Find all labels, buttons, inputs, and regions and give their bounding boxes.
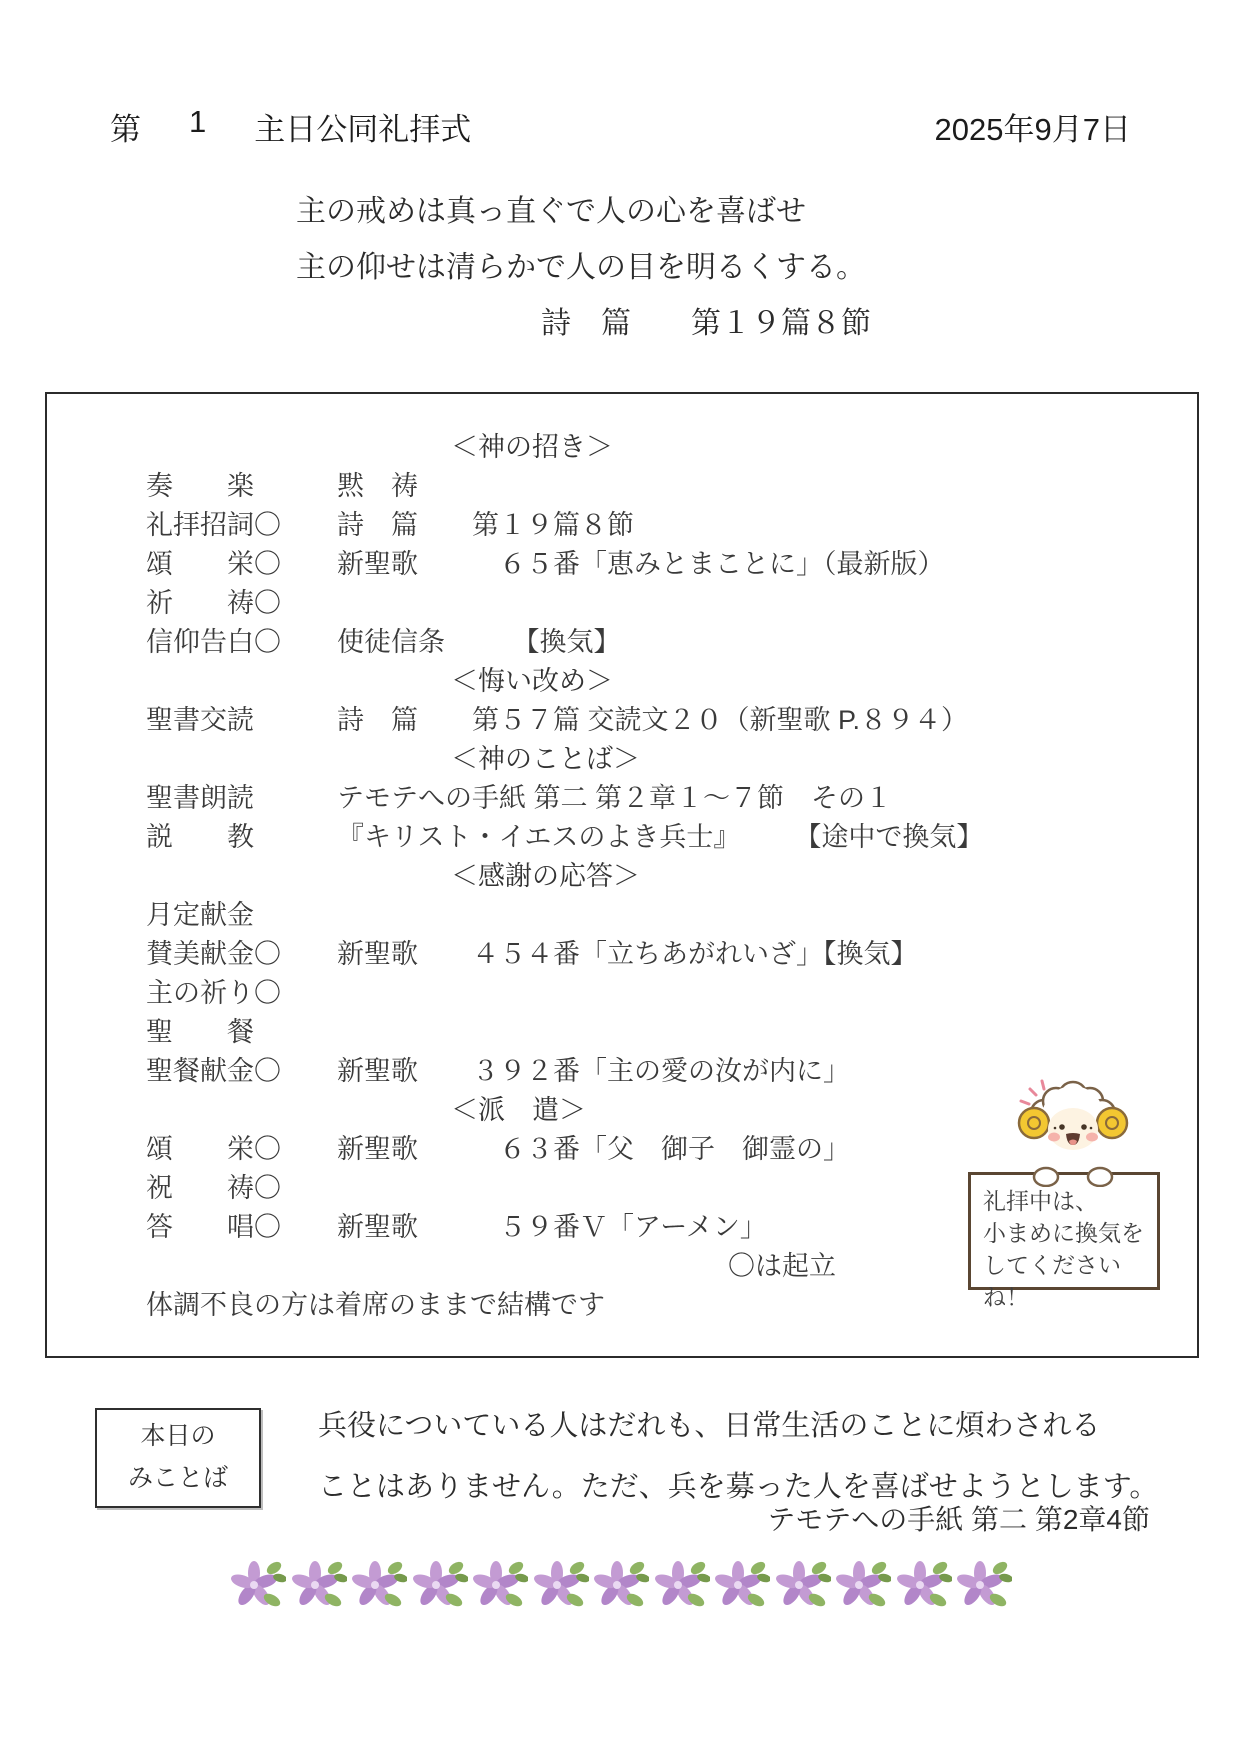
- program-line: [146, 779, 1183, 818]
- program-item-label: 聖書朗読: [146, 783, 254, 813]
- program-section-heading: ＜感謝の応答＞: [451, 861, 640, 891]
- flower-icon: [289, 1556, 347, 1614]
- todays-word-line-2: ことはありません。ただ、兵を募った人を喜ばせようとします。: [318, 1471, 1159, 1503]
- program-section-heading: ＜派 遣＞: [451, 1095, 586, 1125]
- program-item-label: 頌 栄〇: [146, 1134, 281, 1164]
- program-section-heading: ＜悔い改め＞: [451, 666, 613, 696]
- program-item-label: 祝 祷〇: [146, 1173, 281, 1203]
- scripture-line-1: 主の戒めは真っ直ぐで人の心を喜ばせ: [296, 195, 806, 228]
- program-item-label: 月定献金: [146, 900, 254, 930]
- flower-icon: [773, 1556, 831, 1614]
- program-line: [146, 545, 1183, 584]
- flower-icon: [712, 1556, 770, 1614]
- ventilation-sign-line-3: してくださいね！: [983, 1252, 1121, 1310]
- todays-word-label-box: [95, 1408, 261, 1508]
- ventilation-sign: [968, 1172, 1160, 1310]
- program-line: [146, 506, 1183, 545]
- program-item-label: 祈 祷〇: [146, 588, 281, 618]
- program-item-label: 賛美献金〇: [146, 939, 281, 969]
- flower-icon: [470, 1556, 528, 1614]
- program-item-body: テモテへの手紙 第二 第２章１～７節 その１: [337, 783, 893, 813]
- program-line: [146, 935, 1183, 974]
- program-item-label: 信仰告白〇: [146, 627, 281, 657]
- flower-icon: [410, 1556, 468, 1614]
- program-item-label: 頌 栄〇: [146, 549, 281, 579]
- flower-icon: [833, 1556, 891, 1614]
- program-line: [146, 623, 1183, 662]
- program-item-label: 礼拝招詞〇: [146, 510, 281, 540]
- flower-icon: [349, 1556, 407, 1614]
- todays-word-line-1: 兵役についている人はだれも、日常生活のことに煩わされる: [318, 1410, 1101, 1442]
- todays-word-reference: テモテへの手紙 第二 第2章4節: [767, 1504, 1150, 1535]
- program-item-body: 使徒信条 【換気】: [337, 627, 621, 657]
- program-line: 体調不良の方は着席のままで結構です: [146, 1290, 605, 1320]
- program-item-label: 奏 楽: [146, 471, 254, 501]
- program-item-body: 新聖歌 ５９番Ｖ「アーメン」: [337, 1212, 767, 1242]
- flower-icon: [531, 1556, 589, 1614]
- program-item-label: 聖 餐: [146, 1017, 254, 1047]
- program-section-heading: ＜神のことば＞: [451, 744, 640, 774]
- program-line: [146, 1013, 1183, 1052]
- scripture-line-2: 主の仰せは清らかで人の目を明るくする。: [296, 251, 866, 284]
- program-line: [146, 896, 1183, 935]
- flower-icon: [591, 1556, 649, 1614]
- program-line: [146, 701, 1183, 740]
- program-line: [146, 467, 1183, 506]
- program-item-label: 聖餐献金〇: [146, 1056, 281, 1086]
- program-item-body: 新聖歌 ６３番「父 御子 御霊の」: [337, 1134, 850, 1164]
- program-section-heading: ＜神の招き＞: [451, 432, 613, 462]
- program-item-body: 新聖歌 ６５番「恵みとまことに」（最新版）: [337, 549, 945, 579]
- program-item-body: 新聖歌 ４５４番「立ちあがれいざ」【換気】: [337, 939, 918, 969]
- flower-border-decoration: [228, 1556, 1012, 1614]
- service-date: 2025年9月7日: [934, 112, 1131, 147]
- program-line: [146, 974, 1183, 1013]
- ventilation-sign-line-2: 小まめに換気を: [983, 1220, 1144, 1246]
- todays-word-label-2: みことば: [127, 1464, 228, 1492]
- program-item-body: 『キリスト・イエスのよき兵士』 【途中で換気】: [337, 822, 984, 852]
- service-number: [110, 104, 471, 149]
- program-item-label: 説 教: [146, 822, 254, 852]
- program-item-body: 黙 祷: [337, 471, 418, 501]
- flower-icon: [652, 1556, 710, 1614]
- service-number-prefix: 第: [110, 112, 141, 147]
- flower-icon: [954, 1556, 1012, 1614]
- page-title: 主日公同礼拝式: [254, 112, 472, 147]
- program-item-body: 新聖歌 ３９２番「主の愛の汝が内に」: [337, 1056, 850, 1086]
- flower-icon: [228, 1556, 286, 1614]
- program-line: [146, 818, 1183, 857]
- scripture-reference: 詩 篇 第１９篇８節: [541, 307, 871, 340]
- program-item-body: 詩 篇 第１９篇８節: [337, 510, 634, 540]
- program-line: 〇は起立: [728, 1251, 836, 1281]
- flower-icon: [894, 1556, 952, 1614]
- opening-scripture: [296, 184, 871, 352]
- sheep-mascot-icon: [978, 1075, 1168, 1187]
- todays-word-label-1: 本日の: [140, 1422, 216, 1450]
- header: [110, 104, 1131, 149]
- service-number-value: 1: [189, 104, 207, 139]
- program-line: [146, 584, 1183, 623]
- program-item-label: 聖書交読: [146, 705, 254, 735]
- program-item-body: 詩 篇 第５７篇 交読文２０（新聖歌 P.８９４）: [337, 705, 969, 735]
- program-item-label: 主の祈り〇: [146, 978, 281, 1008]
- ventilation-sign-line-1: 礼拝中は、: [983, 1188, 1098, 1214]
- program-item-label: 答 唱〇: [146, 1212, 281, 1242]
